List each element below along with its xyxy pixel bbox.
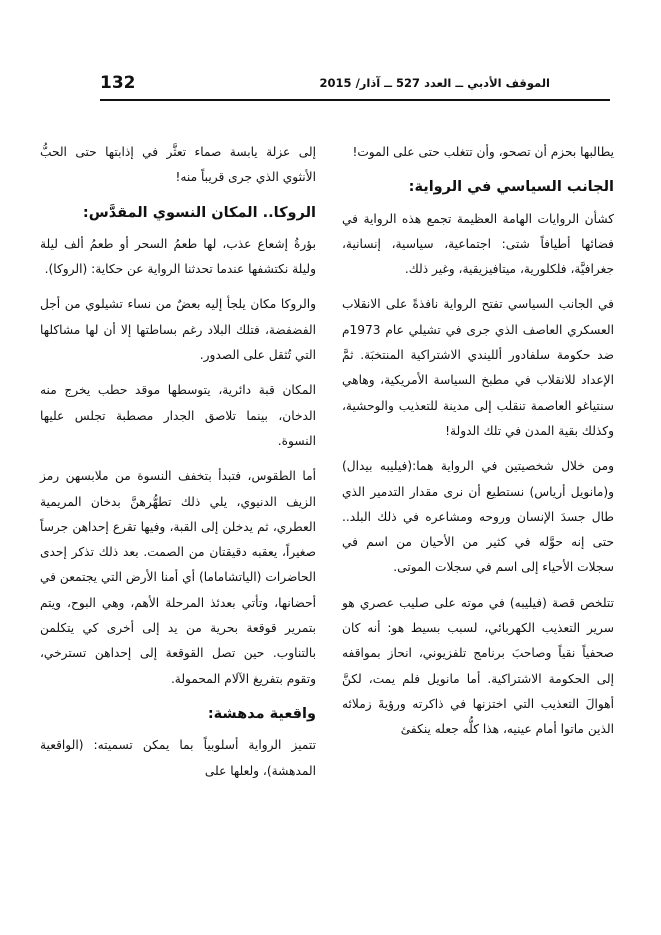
running-head: الموقف الأدبي ــ العدد 527 ــ آذار/ 2015 (319, 76, 550, 90)
page-number: 132 (100, 73, 136, 93)
paragraph: أما الطقوس، فتبدأ بتخفف النسوة من ملابسهن رمز الزيف الدنيوي، يلي ذلك تطهُّرهنَّ بدخان المريمية العطري، ثم يدخلن إلى القبة، وفيها تقرع إحداهن جرساً صغيراً، يعقبه دقيقتان من الصمت. بعد ذلك تذكر إحدى الحاضرات (الياتشاماما) أي أمنا الأرض التي يجتمعن في أحضانها، وتأتي بعدئذ المرحلة الأهم، وهي البوح، ويتم بتمرير قوقعة بحرية من يد إلى أخرى كي يتكلمن بالتناوب. حين تصل القوقعة إلى إحداهن تسترخي، وتقوم بتفريغ الآلام المحمولة. (40, 469, 316, 686)
paragraph: ومن خلال شخصيتين في الرواية هما:(فيليبه بيدال) و(مانويل أرياس) نستطيع أن نرى مقدار التدمير الذي طال جسدَ الإنسان وروحه ومشاعره في ذلك البلد.. حتى إنه حوَّله في كثير من الأحيان من اسم في سجلات الأحياء إلى اسم في سجلات الموتى. (342, 459, 614, 575)
page-header (100, 73, 610, 99)
right-column (342, 140, 614, 753)
paragraph: والروكا مكان يلجأ إليه بعضٌ من نساء تشيلوي من أجل الفضفضة، فتلك البلاد رغم بساطتها إلا أن لها مشاكلها التي تُثقل على الصدور. (40, 297, 316, 363)
paragraph: يطالبها بحزم أن تصحو، وأن تتغلب حتى على الموت! (352, 145, 614, 159)
paragraph: كشأن الروايات الهامة العظيمة تجمع هذه الرواية في فضائها أطيافاً شتى: اجتماعية، سياسية، إنسانية، جغرافيَّة، فلكلورية، ميتافيزيقية، وغير ذلك. (342, 211, 614, 277)
section-heading: الروكا.. المكان النسوي المقدَّس: (82, 204, 316, 221)
header-rule (100, 99, 610, 101)
paragraph: تتلخص قصة (فيليبه) في موته على صليب عصري هو سرير التعذيب الكهربائي، لسبب بسيط هو: أنه كان صحفياً نقياً وصاحبَ برنامج تلفزيوني، انحاز بمواقفه إلى الحكومة الاشتراكية. أما مانويل فلم يمت، لكنَّ أهوالَ التعذيب التي اختزنها في ذاكرته ورؤيةَ زملائه الذين ماتوا أمام عينيه، هذا كلُّه جعله ينكفئ (342, 595, 614, 737)
paragraph: المكان قبة دائرية، يتوسطها موقد حطب يخرج منه الدخان، بينما تلاصق الجدار مصطبة تجلس عليها النسوة. (40, 383, 316, 448)
section-heading: الجانب السياسي في الرواية: (408, 179, 614, 196)
paragraph: تتميز الرواية أسلوبياً بما يمكن تسميته: (الواقعية المدهشة)، ولعلها على (40, 738, 316, 778)
paragraph: إلى عزلة يابسة صماء تعثَّر في إذابتها حتى الحبُّ الأنثوي الذي جرى قريباً منه! (40, 145, 316, 185)
section-heading: واقعية مدهشة: (207, 705, 316, 722)
left-column (40, 140, 316, 794)
paragraph: في الجانب السياسي تفتح الرواية نافذةً على الانقلاب العسكري العاصف الذي جرى في تشيلي عام 1973م ضد حكومة سلفادور ألليندي الاشتراكية المنتخبَة. ثمَّ الإعداد للانقلاب في مطبخ السياسة الأمريكية، وهاهي سنتياغو العاصمة تنقلب إلى مدينة للتعذيب والوحشية، وكذلك بقية المدن في تلك الدولة! (342, 297, 614, 438)
paragraph: بؤرةُ إشعاع عذب، لها طعمُ السحر أو طعمُ ألف ليلة وليلة نكتشفها عندما تحدثنا الرواية عن حكاية: (الروكا). (40, 236, 316, 277)
